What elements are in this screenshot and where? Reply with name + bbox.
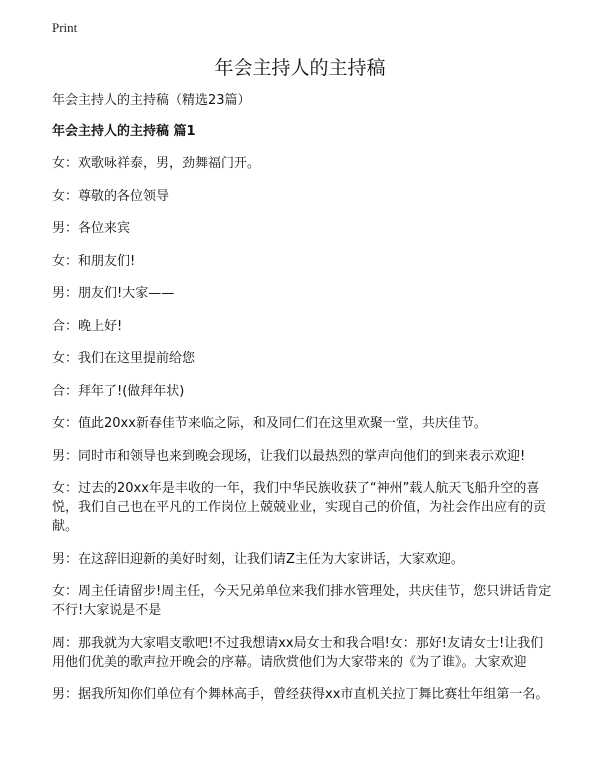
paragraph: 合：晚上好! [52,318,123,334]
paragraph: 男：朋友们!大家—— [52,286,175,301]
document-subtitle: 年会主持人的主持稿（精选23篇） [52,93,251,108]
paragraph: 男：各位来宾 [52,221,131,236]
paragraph: 女：尊敬的各位领导 [52,188,170,204]
print-link[interactable]: Print [52,20,78,35]
paragraph: 女：周主任请留步!周主任，今天兄弟单位来我们排水管理处，共庆佳节，您只讲话肯定不行!大家说是不是 [52,584,552,618]
paragraph: 女：和朋友们! [52,253,136,269]
section-heading: 年会主持人的主持稿 篇1 [52,124,196,139]
paragraph: 男：同时市和领导也来到晚会现场，让我们以最热烈的掌声向他们的到来表示欢迎! [52,448,526,464]
paragraph: 女：过去的20xx年是丰收的一年，我们中华民族收获了“神州”载人航天飞船升空的喜悦，我们自己也在平凡的工作岗位上兢兢业业，实现自己的价值，为社会作出应有的贡献。 [52,481,547,534]
paragraph: 女：我们在这里提前给您 [52,351,196,366]
paragraph: 女：值此20xx新春佳节来临之际，和及同仁们在这里欢聚一堂，共庆佳节。 [52,416,487,431]
paragraph: 女：欢歌咏祥泰，男，劲舞福门开。 [52,156,261,171]
paragraph-list [52,154,552,704]
paragraph: 合：拜年了!(做拜年状) [52,383,185,399]
paragraph: 男：据我所知你们单位有个舞林高手，曾经获得xx市直机关拉丁舞比赛壮年组第一名。 [52,687,549,702]
document-body [52,92,552,718]
paragraph: 男：在这辞旧迎新的美好时刻，让我们请Z主任为大家讲话，大家欢迎。 [52,551,464,567]
paragraph: 周：那我就为大家唱支歌吧!不过我想请xx局女士和我合唱!女：那好!友请女士!让我们用他们优美的歌声拉开晚会的序幕。请欣赏他们为大家带来的《为了谁》。大家欢迎 [52,635,544,670]
document-title: 年会主持人的主持稿 [214,57,386,79]
